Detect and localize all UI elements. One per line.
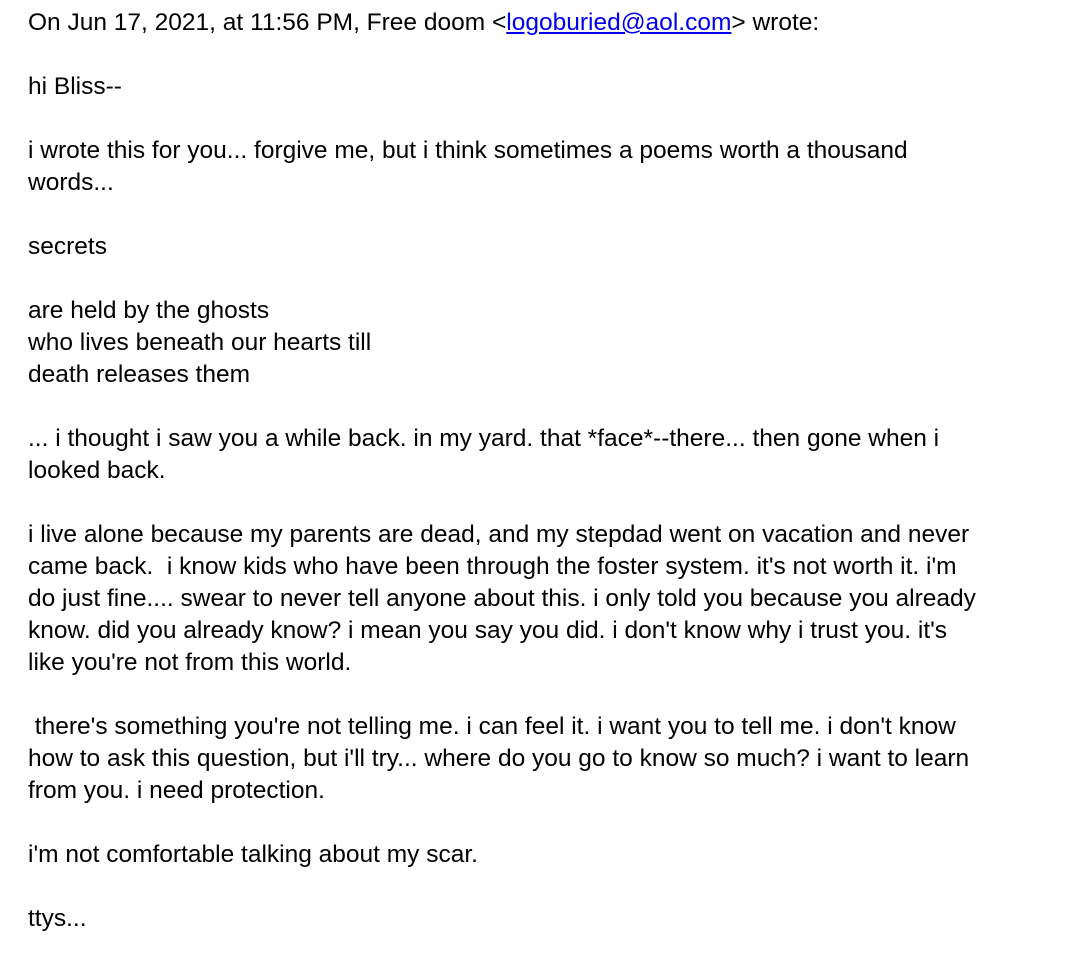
quote-header-prefix: On Jun 17, 2021, at 11:56 PM, Free doom <	[28, 9, 507, 36]
paragraph-line: from you. i need protection.	[28, 777, 325, 804]
intro-line: words...	[28, 169, 114, 196]
poem-line: are held by the ghosts	[28, 297, 270, 324]
blank-line	[28, 263, 1068, 295]
blank-line	[28, 487, 1068, 519]
sender-email-link[interactable]: logoburied@aol.com	[506, 9, 732, 36]
paragraph-line: there's something you're not telling me. i can feel it. i want you to tell me. i don't know	[28, 713, 956, 740]
blank-line	[28, 199, 1068, 231]
poem-line: death releases them	[28, 361, 250, 388]
quote-header	[28, 7, 1068, 39]
intro-line: i wrote this for you... forgive me, but i think sometimes a poems worth a thousand	[28, 137, 908, 164]
paragraph-line: know. did you already know? i mean you say you did. i don't know why i trust you. it's	[28, 617, 948, 644]
blank-line	[28, 807, 1068, 839]
paragraph-line: i'm not comfortable talking about my scar.	[28, 841, 478, 868]
paragraph-line: do just fine.... swear to never tell anyone about this. i only told you because you already	[28, 585, 976, 612]
quote-header-suffix: > wrote:	[731, 9, 820, 36]
blank-line	[28, 39, 1068, 71]
paragraph-line: came back. i know kids who have been through the foster system. it's not worth it. i'm	[28, 553, 957, 580]
blank-line	[28, 679, 1068, 711]
paragraph-line: how to ask this question, but i'll try... where do you go to know so much? i want to learn	[28, 745, 970, 772]
paragraph-line: i live alone because my parents are dead, and my stepdad went on vacation and never	[28, 521, 970, 548]
paragraph-line: like you're not from this world.	[28, 649, 352, 676]
blank-line	[28, 871, 1068, 903]
paragraph-line: ... i thought i saw you a while back. in my yard. that *face*--there... then gone when i	[28, 425, 940, 452]
sign-off: ttys...	[28, 905, 87, 932]
poem-title: secrets	[28, 233, 107, 260]
blank-line	[28, 103, 1068, 135]
paragraph-line: looked back.	[28, 457, 166, 484]
email-message-body	[28, 7, 1068, 935]
poem-line: who lives beneath our hearts till	[28, 329, 372, 356]
blank-line	[28, 391, 1068, 423]
greeting: hi Bliss--	[28, 73, 122, 100]
